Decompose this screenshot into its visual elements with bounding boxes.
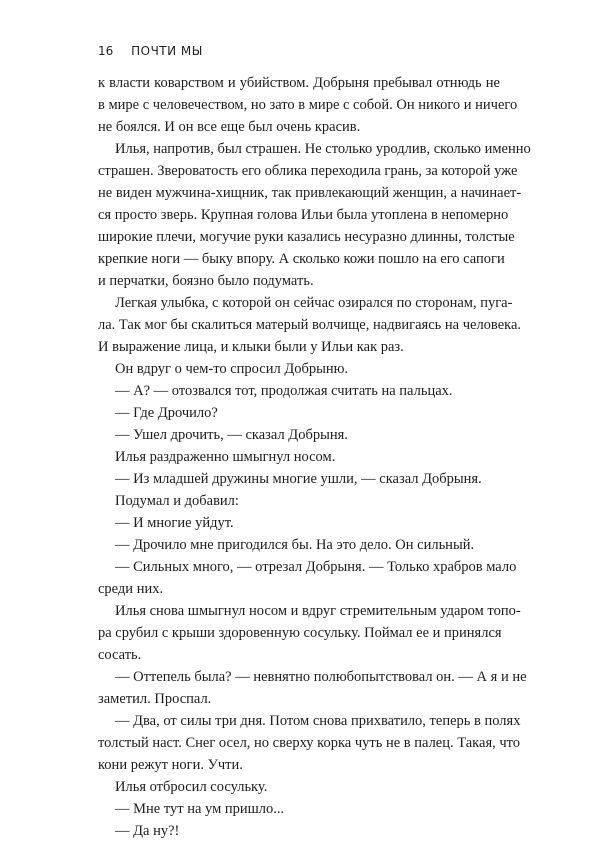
text-line: — Да ну?! bbox=[115, 823, 180, 839]
text-line: — Из младшей дружины многие ушли, — сказал Добрыня. bbox=[115, 471, 482, 487]
text-line: толстый наст. Снег осел, но сверху корка чуть не в палец. Такая, что bbox=[98, 735, 521, 751]
text-line: — Сильных много, — отрезал Добрыня. — Только храбров мало bbox=[115, 559, 517, 575]
text-line: не боялся. И он все еще был очень красив. bbox=[98, 119, 361, 135]
text-line: — Ушел дрочить, — сказал Добрыня. bbox=[115, 427, 348, 443]
running-header bbox=[98, 44, 203, 58]
text-line: — Мне тут на ум пришло... bbox=[115, 801, 285, 817]
text-line: Илья снова шмыгнул носом и вдруг стремительным ударом топо- bbox=[115, 603, 521, 619]
text-line: в мире с человечеством, но зато в мире с собой. Он никого и ничего bbox=[98, 97, 518, 113]
page-number: 16 bbox=[98, 44, 114, 58]
text-line: сосать. bbox=[98, 647, 142, 663]
text-line: И выражение лица, и клыки были у Ильи как раз. bbox=[98, 339, 404, 355]
text-line: широкие плечи, могучие руки казались несуразно длинны, толстые bbox=[98, 229, 515, 245]
text-line: среди них. bbox=[98, 581, 164, 597]
text-line: Легкая улыбка, с которой он сейчас озирался по сторонам, пуга- bbox=[115, 295, 513, 311]
text-line: кони режут ноги. Учти. bbox=[98, 757, 243, 773]
text-line: ра срубил с крыши здоровенную сосульку. Поймал ее и принялся bbox=[98, 625, 502, 641]
text-line: — А? — отозвался тот, продолжая считать на пальцах. bbox=[115, 383, 453, 399]
running-title: ПОЧТИ МЫ bbox=[131, 44, 203, 58]
text-line: к власти коварством и убийством. Добрыня пребывал отнюдь не bbox=[98, 75, 500, 91]
text-line: — Где Дрочило? bbox=[115, 405, 218, 421]
text-line: крепкие ноги — быку впору. А сколько кожи пошло на его сапоги bbox=[98, 251, 505, 267]
text-line: Илья отбросил сосульку. bbox=[115, 779, 268, 795]
text-line: ся просто зверь. Крупная голова Ильи была утоплена в непомерно bbox=[98, 207, 509, 223]
text-line: заметил. Проспал. bbox=[98, 691, 212, 707]
text-line: и перчатки, боязно было подумать. bbox=[98, 273, 314, 289]
text-line: — И многие уйдут. bbox=[115, 515, 234, 531]
text-line: — Два, от силы три дня. Потом снова прихватило, теперь в полях bbox=[115, 713, 521, 729]
text-line: — Оттепель была? — невнятно полюбопытствовал он. — А я и не bbox=[115, 669, 527, 685]
text-line: не виден мужчина-хищник, так привлекающий женщин, а начинает- bbox=[98, 185, 522, 201]
text-line: Он вдруг о чем-то спросил Добрыню. bbox=[115, 361, 349, 377]
text-line: — Дрочило мне пригодился бы. На это дело. Он сильный. bbox=[115, 537, 475, 553]
page-body-text bbox=[98, 72, 531, 842]
text-line: страшен. Звероватость его облика переходила грань, за которой уже bbox=[98, 163, 518, 179]
text-line: Илья раздраженно шмыгнул носом. bbox=[115, 449, 336, 465]
text-line: Подумал и добавил: bbox=[115, 493, 239, 509]
text-line: Илья, напротив, был страшен. Не столько уродлив, сколько именно bbox=[115, 141, 531, 157]
text-line: ла. Так мог бы скалиться матерый волчище, надвигаясь на человека. bbox=[98, 317, 522, 333]
